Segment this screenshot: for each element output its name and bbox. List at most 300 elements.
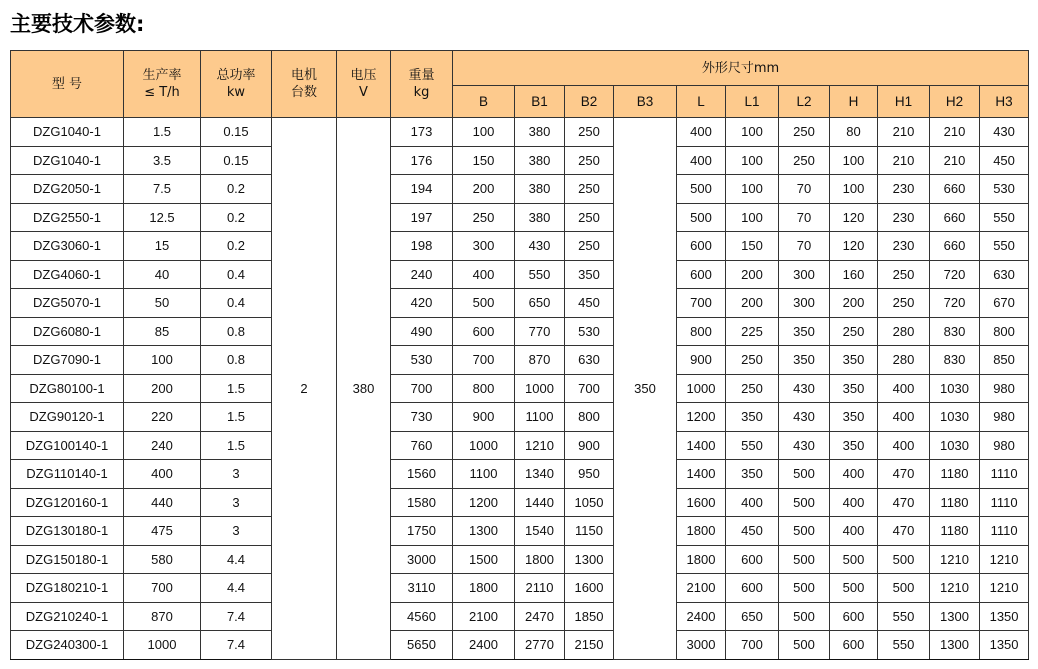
table-row bbox=[11, 260, 1029, 289]
col-header-weight bbox=[391, 51, 453, 118]
cell-model: DZG180210-1 bbox=[11, 574, 124, 603]
cell-h: 120 bbox=[830, 232, 878, 261]
cell-model: DZG240300-1 bbox=[11, 631, 124, 660]
cell-b1: 1100 bbox=[515, 403, 565, 432]
cell-b2: 800 bbox=[565, 403, 614, 432]
cell-power: 0.15 bbox=[201, 118, 272, 147]
cell-capacity: 240 bbox=[124, 431, 201, 460]
cell-h3: 1110 bbox=[980, 460, 1029, 489]
cell-b2: 250 bbox=[565, 232, 614, 261]
table-row bbox=[11, 403, 1029, 432]
cell-b1: 1000 bbox=[515, 374, 565, 403]
cell-l2: 300 bbox=[779, 260, 830, 289]
cell-l: 600 bbox=[677, 232, 726, 261]
cell-h: 400 bbox=[830, 517, 878, 546]
table-row bbox=[11, 118, 1029, 147]
cell-b2: 450 bbox=[565, 289, 614, 318]
cell-l1: 200 bbox=[726, 260, 779, 289]
cell-h: 400 bbox=[830, 460, 878, 489]
cell-weight: 3110 bbox=[391, 574, 453, 603]
cell-h3: 980 bbox=[980, 403, 1029, 432]
cell-b: 800 bbox=[453, 374, 515, 403]
page-title: 主要技术参数: bbox=[10, 12, 145, 36]
cell-l2: 430 bbox=[779, 431, 830, 460]
cell-h2: 210 bbox=[930, 118, 980, 147]
cell-b2: 630 bbox=[565, 346, 614, 375]
cell-model: DZG130180-1 bbox=[11, 517, 124, 546]
col-header-capacity-label: 生产率 bbox=[142, 68, 182, 83]
cell-model: DZG2550-1 bbox=[11, 203, 124, 232]
cell-weight: 5650 bbox=[391, 631, 453, 660]
cell-weight: 1580 bbox=[391, 488, 453, 517]
cell-b1: 380 bbox=[515, 203, 565, 232]
cell-weight: 730 bbox=[391, 403, 453, 432]
col-header-motors-label2: 台数 bbox=[290, 85, 317, 100]
cell-h1: 230 bbox=[878, 232, 930, 261]
cell-h2: 660 bbox=[930, 175, 980, 204]
cell-b2: 1600 bbox=[565, 574, 614, 603]
cell-h2: 1030 bbox=[930, 403, 980, 432]
cell-l: 800 bbox=[677, 317, 726, 346]
cell-l2: 500 bbox=[779, 488, 830, 517]
cell-h: 100 bbox=[830, 175, 878, 204]
col-header-voltage-label: 电压 bbox=[350, 68, 377, 83]
cell-l2: 430 bbox=[779, 403, 830, 432]
cell-model: DZG1040-1 bbox=[11, 146, 124, 175]
cell-l2: 500 bbox=[779, 460, 830, 489]
cell-b: 1800 bbox=[453, 574, 515, 603]
cell-capacity: 85 bbox=[124, 317, 201, 346]
cell-l1: 100 bbox=[726, 175, 779, 204]
cell-capacity: 3.5 bbox=[124, 146, 201, 175]
col-header-dimensions: 外形尺寸mm bbox=[453, 51, 1029, 86]
cell-b1: 2110 bbox=[515, 574, 565, 603]
cell-b: 500 bbox=[453, 289, 515, 318]
cell-h1: 210 bbox=[878, 118, 930, 147]
table-row bbox=[11, 289, 1029, 318]
cell-l2: 70 bbox=[779, 175, 830, 204]
cell-h3: 980 bbox=[980, 431, 1029, 460]
cell-l2: 300 bbox=[779, 289, 830, 318]
cell-h3: 550 bbox=[980, 232, 1029, 261]
cell-weight: 173 bbox=[391, 118, 453, 147]
table-header bbox=[11, 51, 1029, 118]
cell-h2: 1180 bbox=[930, 517, 980, 546]
cell-h2: 1180 bbox=[930, 488, 980, 517]
cell-weight: 1750 bbox=[391, 517, 453, 546]
cell-b2: 1150 bbox=[565, 517, 614, 546]
table-row bbox=[11, 460, 1029, 489]
cell-b2: 530 bbox=[565, 317, 614, 346]
cell-h2: 1180 bbox=[930, 460, 980, 489]
cell-power: 3 bbox=[201, 460, 272, 489]
cell-h1: 250 bbox=[878, 260, 930, 289]
cell-weight: 760 bbox=[391, 431, 453, 460]
cell-b: 700 bbox=[453, 346, 515, 375]
cell-l1: 150 bbox=[726, 232, 779, 261]
col-header-h3: H3 bbox=[980, 86, 1029, 118]
cell-weight: 194 bbox=[391, 175, 453, 204]
cell-b: 900 bbox=[453, 403, 515, 432]
cell-b1: 2770 bbox=[515, 631, 565, 660]
cell-power: 4.4 bbox=[201, 545, 272, 574]
cell-h1: 550 bbox=[878, 602, 930, 631]
cell-h1: 280 bbox=[878, 317, 930, 346]
cell-h3: 550 bbox=[980, 203, 1029, 232]
cell-l: 2400 bbox=[677, 602, 726, 631]
cell-b: 100 bbox=[453, 118, 515, 147]
cell-model: DZG110140-1 bbox=[11, 460, 124, 489]
cell-b1: 1800 bbox=[515, 545, 565, 574]
cell-h1: 280 bbox=[878, 346, 930, 375]
cell-capacity: 200 bbox=[124, 374, 201, 403]
col-header-l2: L2 bbox=[779, 86, 830, 118]
cell-power: 1.5 bbox=[201, 374, 272, 403]
col-header-h1: H1 bbox=[878, 86, 930, 118]
cell-h3: 670 bbox=[980, 289, 1029, 318]
cell-h1: 470 bbox=[878, 488, 930, 517]
cell-capacity: 220 bbox=[124, 403, 201, 432]
cell-model: DZG1040-1 bbox=[11, 118, 124, 147]
cell-l1: 450 bbox=[726, 517, 779, 546]
col-header-voltage bbox=[337, 51, 391, 118]
cell-power: 0.8 bbox=[201, 346, 272, 375]
col-header-model: 型 号 bbox=[11, 51, 124, 118]
cell-h: 600 bbox=[830, 602, 878, 631]
cell-b2: 350 bbox=[565, 260, 614, 289]
cell-h3: 450 bbox=[980, 146, 1029, 175]
cell-b: 150 bbox=[453, 146, 515, 175]
col-header-b2: B2 bbox=[565, 86, 614, 118]
cell-h: 100 bbox=[830, 146, 878, 175]
cell-h: 500 bbox=[830, 574, 878, 603]
cell-l2: 500 bbox=[779, 602, 830, 631]
cell-weight: 490 bbox=[391, 317, 453, 346]
cell-motors: 2 bbox=[272, 118, 337, 660]
cell-capacity: 1000 bbox=[124, 631, 201, 660]
cell-b: 600 bbox=[453, 317, 515, 346]
cell-model: DZG80100-1 bbox=[11, 374, 124, 403]
cell-power: 0.15 bbox=[201, 146, 272, 175]
cell-l1: 100 bbox=[726, 118, 779, 147]
cell-power: 7.4 bbox=[201, 602, 272, 631]
cell-h3: 1350 bbox=[980, 602, 1029, 631]
cell-b: 200 bbox=[453, 175, 515, 204]
cell-l: 500 bbox=[677, 203, 726, 232]
cell-b: 300 bbox=[453, 232, 515, 261]
cell-power: 0.4 bbox=[201, 260, 272, 289]
cell-h1: 470 bbox=[878, 517, 930, 546]
col-header-h2: H2 bbox=[930, 86, 980, 118]
col-header-weight-unit: kg bbox=[413, 85, 430, 100]
cell-b: 2400 bbox=[453, 631, 515, 660]
table-row bbox=[11, 232, 1029, 261]
cell-h: 500 bbox=[830, 545, 878, 574]
table-row bbox=[11, 175, 1029, 204]
cell-weight: 240 bbox=[391, 260, 453, 289]
cell-l: 1800 bbox=[677, 545, 726, 574]
cell-model: DZG5070-1 bbox=[11, 289, 124, 318]
cell-b3: 350 bbox=[614, 118, 677, 660]
cell-b: 1300 bbox=[453, 517, 515, 546]
cell-h1: 230 bbox=[878, 203, 930, 232]
cell-model: DZG6080-1 bbox=[11, 317, 124, 346]
cell-l: 3000 bbox=[677, 631, 726, 660]
cell-weight: 1560 bbox=[391, 460, 453, 489]
cell-b: 400 bbox=[453, 260, 515, 289]
cell-capacity: 580 bbox=[124, 545, 201, 574]
cell-l2: 250 bbox=[779, 146, 830, 175]
col-header-b3: B3 bbox=[614, 86, 677, 118]
cell-weight: 176 bbox=[391, 146, 453, 175]
cell-power: 0.2 bbox=[201, 232, 272, 261]
cell-b1: 2470 bbox=[515, 602, 565, 631]
table-body bbox=[11, 118, 1029, 660]
table-row bbox=[11, 488, 1029, 517]
cell-h: 400 bbox=[830, 488, 878, 517]
cell-h3: 530 bbox=[980, 175, 1029, 204]
cell-h2: 660 bbox=[930, 203, 980, 232]
cell-l2: 70 bbox=[779, 232, 830, 261]
cell-l: 1200 bbox=[677, 403, 726, 432]
col-header-h: H bbox=[830, 86, 878, 118]
cell-l1: 400 bbox=[726, 488, 779, 517]
cell-weight: 4560 bbox=[391, 602, 453, 631]
cell-b2: 250 bbox=[565, 146, 614, 175]
col-header-voltage-unit: V bbox=[359, 85, 368, 100]
cell-model: DZG7090-1 bbox=[11, 346, 124, 375]
col-header-power-label: 总功率 bbox=[216, 68, 256, 83]
cell-b2: 2150 bbox=[565, 631, 614, 660]
cell-h1: 550 bbox=[878, 631, 930, 660]
cell-b1: 770 bbox=[515, 317, 565, 346]
cell-l: 1800 bbox=[677, 517, 726, 546]
cell-b: 1100 bbox=[453, 460, 515, 489]
cell-capacity: 475 bbox=[124, 517, 201, 546]
cell-power: 0.2 bbox=[201, 175, 272, 204]
cell-h2: 210 bbox=[930, 146, 980, 175]
cell-b2: 1850 bbox=[565, 602, 614, 631]
cell-capacity: 15 bbox=[124, 232, 201, 261]
col-header-l: L bbox=[677, 86, 726, 118]
cell-b1: 870 bbox=[515, 346, 565, 375]
cell-b: 2100 bbox=[453, 602, 515, 631]
cell-power: 0.2 bbox=[201, 203, 272, 232]
cell-h2: 720 bbox=[930, 260, 980, 289]
cell-h2: 1030 bbox=[930, 431, 980, 460]
cell-l: 500 bbox=[677, 175, 726, 204]
cell-h2: 1300 bbox=[930, 602, 980, 631]
cell-power: 0.8 bbox=[201, 317, 272, 346]
cell-h2: 1210 bbox=[930, 574, 980, 603]
cell-capacity: 7.5 bbox=[124, 175, 201, 204]
table-row bbox=[11, 317, 1029, 346]
cell-l1: 225 bbox=[726, 317, 779, 346]
cell-h: 80 bbox=[830, 118, 878, 147]
cell-h3: 1350 bbox=[980, 631, 1029, 660]
cell-weight: 530 bbox=[391, 346, 453, 375]
cell-power: 4.4 bbox=[201, 574, 272, 603]
cell-l: 1600 bbox=[677, 488, 726, 517]
cell-h3: 1110 bbox=[980, 517, 1029, 546]
cell-capacity: 12.5 bbox=[124, 203, 201, 232]
cell-l2: 500 bbox=[779, 631, 830, 660]
cell-model: DZG2050-1 bbox=[11, 175, 124, 204]
cell-b2: 1300 bbox=[565, 545, 614, 574]
cell-l1: 250 bbox=[726, 374, 779, 403]
cell-l1: 650 bbox=[726, 602, 779, 631]
col-header-capacity-unit: ≤ T/h bbox=[144, 85, 180, 100]
cell-l1: 350 bbox=[726, 403, 779, 432]
cell-l1: 200 bbox=[726, 289, 779, 318]
cell-b1: 430 bbox=[515, 232, 565, 261]
cell-h2: 1030 bbox=[930, 374, 980, 403]
cell-b1: 1340 bbox=[515, 460, 565, 489]
cell-b1: 380 bbox=[515, 146, 565, 175]
cell-model: DZG120160-1 bbox=[11, 488, 124, 517]
cell-h1: 500 bbox=[878, 574, 930, 603]
table-row bbox=[11, 517, 1029, 546]
cell-b1: 1210 bbox=[515, 431, 565, 460]
table-row bbox=[11, 631, 1029, 660]
cell-h: 600 bbox=[830, 631, 878, 660]
cell-l: 700 bbox=[677, 289, 726, 318]
cell-l1: 100 bbox=[726, 146, 779, 175]
cell-l2: 70 bbox=[779, 203, 830, 232]
cell-h1: 500 bbox=[878, 545, 930, 574]
cell-capacity: 100 bbox=[124, 346, 201, 375]
cell-weight: 197 bbox=[391, 203, 453, 232]
cell-h: 160 bbox=[830, 260, 878, 289]
table-row bbox=[11, 431, 1029, 460]
col-header-power-unit: kw bbox=[226, 85, 246, 100]
table-row bbox=[11, 545, 1029, 574]
cell-h: 350 bbox=[830, 346, 878, 375]
cell-h: 200 bbox=[830, 289, 878, 318]
cell-b2: 900 bbox=[565, 431, 614, 460]
cell-h3: 1210 bbox=[980, 545, 1029, 574]
cell-b: 1500 bbox=[453, 545, 515, 574]
cell-h2: 660 bbox=[930, 232, 980, 261]
cell-b2: 1050 bbox=[565, 488, 614, 517]
cell-h1: 400 bbox=[878, 374, 930, 403]
cell-capacity: 440 bbox=[124, 488, 201, 517]
cell-h1: 230 bbox=[878, 175, 930, 204]
cell-h3: 800 bbox=[980, 317, 1029, 346]
cell-model: DZG100140-1 bbox=[11, 431, 124, 460]
cell-l: 1400 bbox=[677, 460, 726, 489]
table-row bbox=[11, 374, 1029, 403]
cell-l: 900 bbox=[677, 346, 726, 375]
cell-l2: 500 bbox=[779, 545, 830, 574]
cell-b: 1200 bbox=[453, 488, 515, 517]
cell-model: DZG4060-1 bbox=[11, 260, 124, 289]
cell-l1: 350 bbox=[726, 460, 779, 489]
table-row bbox=[11, 602, 1029, 631]
cell-l1: 600 bbox=[726, 574, 779, 603]
cell-l: 600 bbox=[677, 260, 726, 289]
cell-h1: 250 bbox=[878, 289, 930, 318]
cell-l2: 430 bbox=[779, 374, 830, 403]
table-row bbox=[11, 346, 1029, 375]
col-header-weight-label: 重量 bbox=[408, 68, 435, 83]
cell-weight: 3000 bbox=[391, 545, 453, 574]
cell-model: DZG210240-1 bbox=[11, 602, 124, 631]
cell-capacity: 1.5 bbox=[124, 118, 201, 147]
cell-h2: 830 bbox=[930, 346, 980, 375]
cell-capacity: 870 bbox=[124, 602, 201, 631]
cell-h1: 470 bbox=[878, 460, 930, 489]
cell-power: 1.5 bbox=[201, 403, 272, 432]
cell-b1: 550 bbox=[515, 260, 565, 289]
cell-power: 7.4 bbox=[201, 631, 272, 660]
cell-l: 400 bbox=[677, 118, 726, 147]
cell-b2: 700 bbox=[565, 374, 614, 403]
col-header-capacity bbox=[124, 51, 201, 118]
table-row bbox=[11, 203, 1029, 232]
cell-l: 1000 bbox=[677, 374, 726, 403]
cell-h: 350 bbox=[830, 403, 878, 432]
cell-power: 1.5 bbox=[201, 431, 272, 460]
cell-h: 350 bbox=[830, 374, 878, 403]
cell-capacity: 40 bbox=[124, 260, 201, 289]
cell-h2: 720 bbox=[930, 289, 980, 318]
cell-power: 0.4 bbox=[201, 289, 272, 318]
cell-voltage: 380 bbox=[337, 118, 391, 660]
cell-l2: 350 bbox=[779, 317, 830, 346]
cell-h3: 1110 bbox=[980, 488, 1029, 517]
cell-b2: 250 bbox=[565, 203, 614, 232]
cell-capacity: 700 bbox=[124, 574, 201, 603]
col-header-b1: B1 bbox=[515, 86, 565, 118]
cell-h1: 400 bbox=[878, 431, 930, 460]
cell-weight: 700 bbox=[391, 374, 453, 403]
cell-l: 2100 bbox=[677, 574, 726, 603]
cell-l1: 100 bbox=[726, 203, 779, 232]
cell-h3: 430 bbox=[980, 118, 1029, 147]
cell-weight: 420 bbox=[391, 289, 453, 318]
cell-l2: 350 bbox=[779, 346, 830, 375]
cell-h2: 830 bbox=[930, 317, 980, 346]
cell-model: DZG3060-1 bbox=[11, 232, 124, 261]
cell-b2: 250 bbox=[565, 175, 614, 204]
cell-h: 350 bbox=[830, 431, 878, 460]
cell-h1: 210 bbox=[878, 146, 930, 175]
table-row bbox=[11, 574, 1029, 603]
cell-power: 3 bbox=[201, 517, 272, 546]
cell-capacity: 50 bbox=[124, 289, 201, 318]
table-row bbox=[11, 146, 1029, 175]
cell-l1: 250 bbox=[726, 346, 779, 375]
cell-model: DZG150180-1 bbox=[11, 545, 124, 574]
cell-h3: 1210 bbox=[980, 574, 1029, 603]
cell-b2: 950 bbox=[565, 460, 614, 489]
cell-l1: 550 bbox=[726, 431, 779, 460]
cell-h2: 1300 bbox=[930, 631, 980, 660]
cell-h3: 630 bbox=[980, 260, 1029, 289]
cell-l2: 500 bbox=[779, 574, 830, 603]
cell-l1: 600 bbox=[726, 545, 779, 574]
cell-weight: 198 bbox=[391, 232, 453, 261]
cell-model: DZG90120-1 bbox=[11, 403, 124, 432]
cell-b: 250 bbox=[453, 203, 515, 232]
cell-b2: 250 bbox=[565, 118, 614, 147]
cell-l: 1400 bbox=[677, 431, 726, 460]
cell-power: 3 bbox=[201, 488, 272, 517]
col-header-motors bbox=[272, 51, 337, 118]
cell-h: 120 bbox=[830, 203, 878, 232]
cell-l1: 700 bbox=[726, 631, 779, 660]
